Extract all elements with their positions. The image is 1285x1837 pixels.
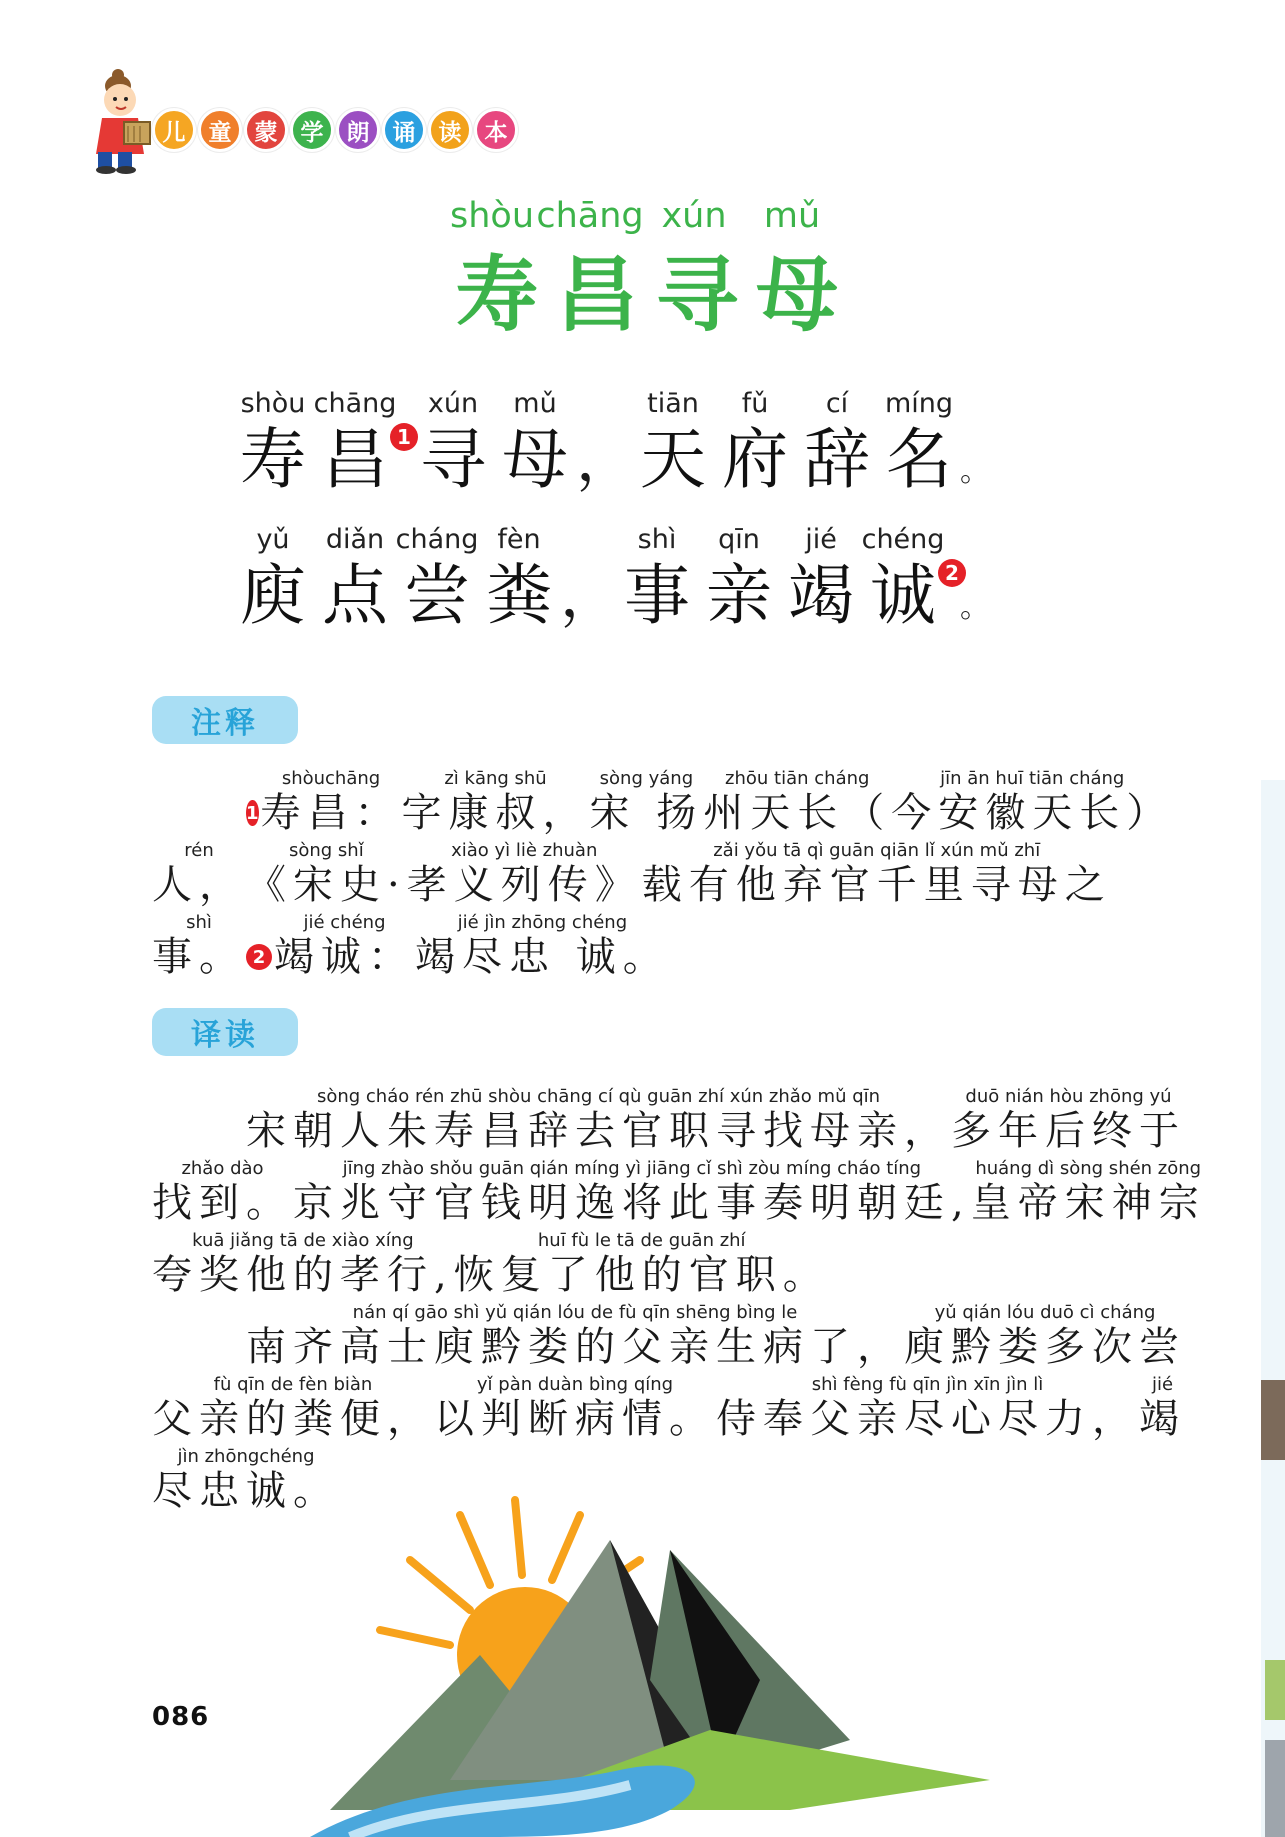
brand-char-badge: 诵 [382,108,426,152]
paragraph-line [152,764,1174,836]
annotated-word [415,912,670,980]
pinyin-text: zǎi yǒu tā qì guān qiān lǐ xún mǔ zhī [713,840,1041,861]
title-character: 寻 [655,248,740,343]
hanzi-text: 竭 [1139,1396,1186,1442]
verse-line-2 [232,522,1000,634]
paragraph-line [152,908,1137,980]
page-title [448,196,848,347]
hanzi-text: 庾黔娄多次尝 [904,1324,1186,1370]
annotated-word [434,1374,716,1442]
pinyin-text: jīn ān huī tiān cháng [940,768,1125,789]
pinyin-text: jié chéng [303,912,386,933]
hanzi-text: 京兆守官钱明逸将此事奏明朝廷, [293,1180,971,1226]
paragraph-line [152,836,1137,908]
pinyin-text: shì [186,912,212,933]
title-pinyin-syllable: mǔ [763,196,821,236]
brand-char-badge: 本 [474,108,518,152]
pinyin-text: huáng dì sòng shén zōng [975,1158,1202,1179]
pinyin-text: shì fèng fù qīn jìn xīn jìn lì [811,1374,1044,1395]
hanzi-text: 父亲的粪便， [152,1396,434,1442]
annotated-word [891,768,1173,836]
pinyin-text: zì kāng shū [444,768,547,789]
verse-char: jié 竭 [788,524,854,634]
series-brand [152,108,518,152]
verse-period: 。 [960,590,990,625]
hanzi-text: 今安徽天长） [891,790,1174,836]
brand-char-badge: 学 [290,108,334,152]
verse-char: shì 事 [624,524,690,634]
annotated-word [454,1230,830,1298]
verse-comma: ， [576,425,636,495]
annotated-word [246,1302,904,1370]
verse-char: diǎn 点 [322,524,388,634]
annotated-word [407,840,642,908]
annotated-word [590,768,704,836]
title-character: 昌 [555,248,640,343]
pinyin-text: shòuchāng [281,768,381,789]
pinyin-text: zhōu tiān cháng [725,768,870,789]
hanzi-text: 皇帝宋神宗 [970,1180,1206,1226]
title-hanzi [448,230,848,347]
brand-char-badge: 朗 [336,108,380,152]
hanzi-text: 尽忠诚。 [152,1468,340,1514]
hanzi-text: 字康叔， [401,790,590,836]
verse-char: tiān 天 [640,388,706,498]
annotated-word [642,840,1112,908]
pinyin-text: duō nián hòu zhōng yú [965,1086,1172,1107]
hanzi-text: 南齐高士庾黔娄的父亲生病了， [246,1324,904,1370]
annotated-word [152,840,246,908]
pinyin-text: yǐ pàn duàn bìng qíng [476,1374,674,1395]
verse-line-1 [232,386,1000,498]
pinyin-text: sòng cháo rén zhū shòu chāng cí qù guān zhí xún zhǎo mǔ qīn [316,1086,881,1107]
verse-char: chāng 昌 [313,388,397,498]
hanzi-text: 州天长（ [703,790,892,836]
verse-char: qīn 亲 [706,524,772,634]
hanzi-text: 夸奖他的孝行, [152,1252,454,1298]
note-number-badge: 2 [246,944,272,970]
annotated-word [971,1158,1206,1226]
annotated-word [274,912,415,980]
pinyin-text: kuā jiǎng tā de xiào xíng [192,1230,414,1251]
pinyin-text: jīng zhào shǒu guān qián míng yì jiāng cǐ shì zòu míng cháo tíng [342,1158,922,1179]
paragraph-line [152,1370,1186,1442]
verse-comma: ， [560,561,620,631]
annotated-word [152,1374,434,1442]
verse-char: shòu 寿 [240,388,306,498]
annotated-word [904,1302,1186,1370]
verse-char: cháng 尝 [395,524,479,634]
pinyin-text: jìn zhōngchéng [177,1446,315,1467]
brand-char-badge: 童 [198,108,242,152]
hanzi-text: 竭诚： [274,934,415,980]
verse-char: chéng 诚 [861,524,945,634]
note-number-badge: 1 [246,800,259,826]
pinyin-text: sòng shǐ [288,840,364,861]
title-character: 寿 [455,248,540,343]
translation-section-tag: 译读 [152,1008,298,1056]
notes-paragraph [152,764,1174,980]
annotated-word [1139,1374,1186,1442]
brand-char-badge: 蒙 [244,108,288,152]
verse-char: fǔ 府 [722,388,788,498]
annotated-word [152,1230,454,1298]
hanzi-text: 载有他弃官千里寻母之 [641,862,1112,908]
page-number: 086 [152,1702,210,1732]
verse-char: mǔ 母 [502,388,568,498]
annotated-word [716,1374,1139,1442]
decorative-edge-illustration [1255,780,1285,1837]
hanzi-text: 事。 [152,934,246,980]
hanzi-text: 侍奉父亲尽心尽力， [716,1396,1139,1442]
hanzi-text: 《宋史· [246,862,407,908]
paragraph-line [152,1082,1186,1154]
hanzi-text: 人， [152,862,246,908]
brand-char-badge: 读 [428,108,472,152]
pinyin-text: zhǎo dào [181,1158,264,1179]
annotated-word [152,1158,293,1226]
annotated-word [402,768,590,836]
pinyin-text: yǔ qián lóu duō cì cháng [934,1302,1156,1323]
pinyin-text: huī fù le tā de guān zhí [537,1230,746,1251]
pinyin-text: nán qí gāo shì yǔ qián lóu de fù qīn shēng bìng le [352,1302,798,1323]
hanzi-text: 宋 扬 [589,790,704,836]
verse-char: míng 名 [884,388,954,498]
hanzi-text: 宋朝人朱寿昌辞去官职寻找母亲， [246,1108,951,1154]
notes-section-tag: 注释 [152,696,298,744]
paragraph-line [152,1154,1206,1226]
annotated-word [246,840,407,908]
scholar-child-logo-icon [86,66,156,176]
annotated-word [261,768,402,836]
title-pinyin-syllable: chāng [536,196,644,236]
annotated-word [703,768,891,836]
translation-paragraph [152,1082,1206,1514]
pinyin-text: fù qīn de fèn biàn [213,1374,373,1395]
note-marker-1: 1 [390,423,418,451]
hanzi-text: 竭尽忠 诚。 [415,934,670,980]
pinyin-text: jié [1151,1374,1174,1395]
pinyin-text: sòng yáng [599,768,694,789]
brand-char-badge: 儿 [152,108,196,152]
hanzi-text: 恢复了他的官职。 [453,1252,830,1298]
title-pinyin-syllable: xún [661,196,727,236]
verse-char: fèn 粪 [486,524,552,634]
hanzi-text: 寿昌： [260,790,402,836]
hanzi-text: 多年后终于 [951,1108,1186,1154]
hanzi-text: 找到。 [152,1180,293,1226]
note-marker-2: 2 [938,559,966,587]
verse-char: yǔ 庾 [240,524,306,634]
verse-period: 。 [960,454,990,489]
annotated-word [152,912,246,980]
pinyin-text: jié jìn zhōng chéng [457,912,628,933]
sun-mountain-river-illustration [290,1480,1010,1837]
verse-char: xún 寻 [420,388,486,498]
title-pinyin-syllable: shòu [449,196,534,236]
pinyin-text: xiào yì liè zhuàn [451,840,598,861]
annotated-word [951,1086,1186,1154]
annotated-word [293,1158,971,1226]
hanzi-text: 以判断病情。 [434,1396,716,1442]
hanzi-text: 孝义列传》 [406,862,642,908]
title-character: 母 [755,248,840,343]
paragraph-line [152,1226,1137,1298]
paragraph-line [152,1298,1186,1370]
annotated-word [246,1086,951,1154]
pinyin-text: rén [184,840,214,861]
verse-char: cí 辞 [804,388,870,498]
